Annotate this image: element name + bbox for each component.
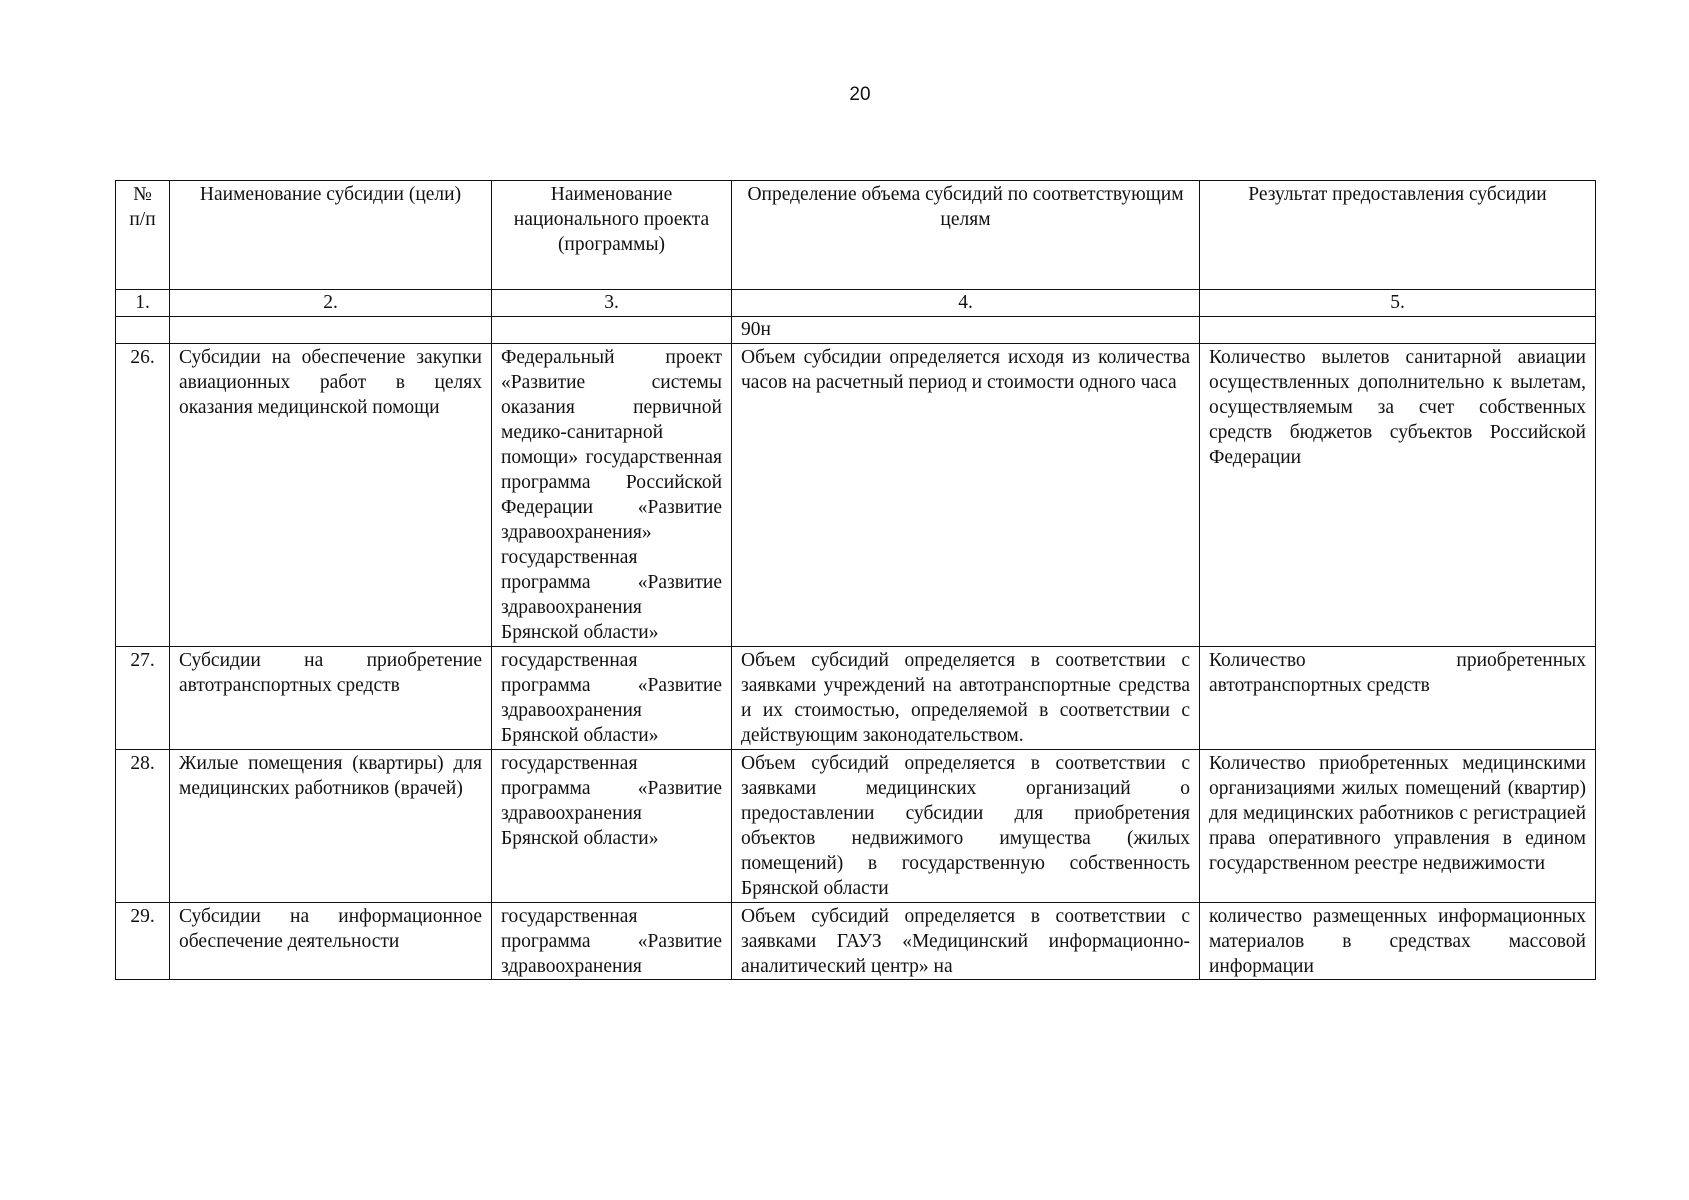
header-num: № п/п [116, 181, 170, 290]
column-number: 5. [1200, 290, 1596, 317]
row-number: 27. [116, 647, 170, 750]
project-name: Федеральный проект «Развитие системы оказания первичной медико-санитарной помощи» государственная программа Российской Федерации «Развитие здравоохранения» государственная программа «Развитие здравоохранения Брянской области» [492, 344, 732, 647]
project-name: государственная программа «Развитие здравоохранения Брянской области» [492, 647, 732, 750]
row-number-text: 29. [130, 906, 155, 927]
volume-definition-text: Объем субсидий определяется в соответствии с заявками ГАУЗ «Медицинский информационно-аналитический центр» на [741, 906, 1190, 977]
subsidy-name: Жилые помещения (квартиры) для медицинских работников (врачей) [170, 750, 492, 903]
volume-definition: Объем субсидий определяется в соответствии с заявками медицинских организаций о предоставлении субсидии для приобретения объектов недвижимого имущества (жилых помещений) в государственную собственность Брянской области [732, 750, 1200, 903]
table-header-row [116, 181, 1596, 290]
subsidies-table [115, 180, 1596, 980]
table-row [116, 344, 1596, 647]
table-row [116, 750, 1596, 903]
header-project: Наименование национального проекта (программы) [492, 181, 732, 290]
header-result: Результат предоставления субсидии [1200, 181, 1596, 290]
subsidy-name-text: Субсидии на информационное обеспечение деятельности [179, 906, 482, 952]
volume-definition [732, 903, 1200, 980]
subsidy-result: Количество приобретенных медицинскими организациями жилых помещений (квартир) для медицинских работников с регистрацией права оперативного управления в едином государственном реестре недвижимости [1200, 750, 1596, 903]
row-number: 26. [116, 344, 170, 647]
subsidy-result: Количество приобретенных автотранспортных средств [1200, 647, 1596, 750]
continuation-row [116, 317, 1596, 344]
row-number [116, 903, 170, 980]
project-name: государственная программа «Развитие здравоохранения Брянской области» [492, 750, 732, 903]
project-name-text: государственная программа «Развитие здравоохранения [501, 906, 722, 977]
table-row [116, 903, 1596, 980]
subsidy-result [1200, 903, 1596, 980]
subsidy-result: Количество вылетов санитарной авиации осуществленных дополнительно к вылетам, осуществляемым за счет собственных средств бюджетов субъектов Российской Федерации [1200, 344, 1596, 647]
page-number: 20 [849, 84, 871, 105]
table-row [116, 647, 1596, 750]
subsidy-result-text: количество размещенных информационных материалов в средствах массовой информации [1209, 906, 1586, 977]
column-number: 1. [116, 290, 170, 317]
column-number: 3. [492, 290, 732, 317]
continuation-cell [116, 317, 170, 344]
header-volume: Определение объема субсидий по соответствующим целям [732, 181, 1200, 290]
continuation-cell [170, 317, 492, 344]
volume-definition: Объем субсидий определяется в соответствии с заявками учреждений на автотранспортные средства и их стоимостью, определяемой в соответствии с действующим законодательством. [732, 647, 1200, 750]
row-number: 28. [116, 750, 170, 903]
project-name [492, 903, 732, 980]
continuation-cell [1200, 317, 1596, 344]
volume-definition: Объем субсидии определяется исходя из количества часов на расчетный период и стоимости одного часа [732, 344, 1200, 647]
continuation-cell: 90н [732, 317, 1200, 344]
continuation-cell [492, 317, 732, 344]
header-subsidy: Наименование субсидии (цели) [170, 181, 492, 290]
column-number-row [116, 290, 1596, 317]
subsidy-name [170, 903, 492, 980]
column-number: 4. [732, 290, 1200, 317]
column-number: 2. [170, 290, 492, 317]
subsidy-name: Субсидии на обеспечение закупки авиационных работ в целях оказания медицинской помощи [170, 344, 492, 647]
subsidy-name: Субсидии на приобретение автотранспортных средств [170, 647, 492, 750]
